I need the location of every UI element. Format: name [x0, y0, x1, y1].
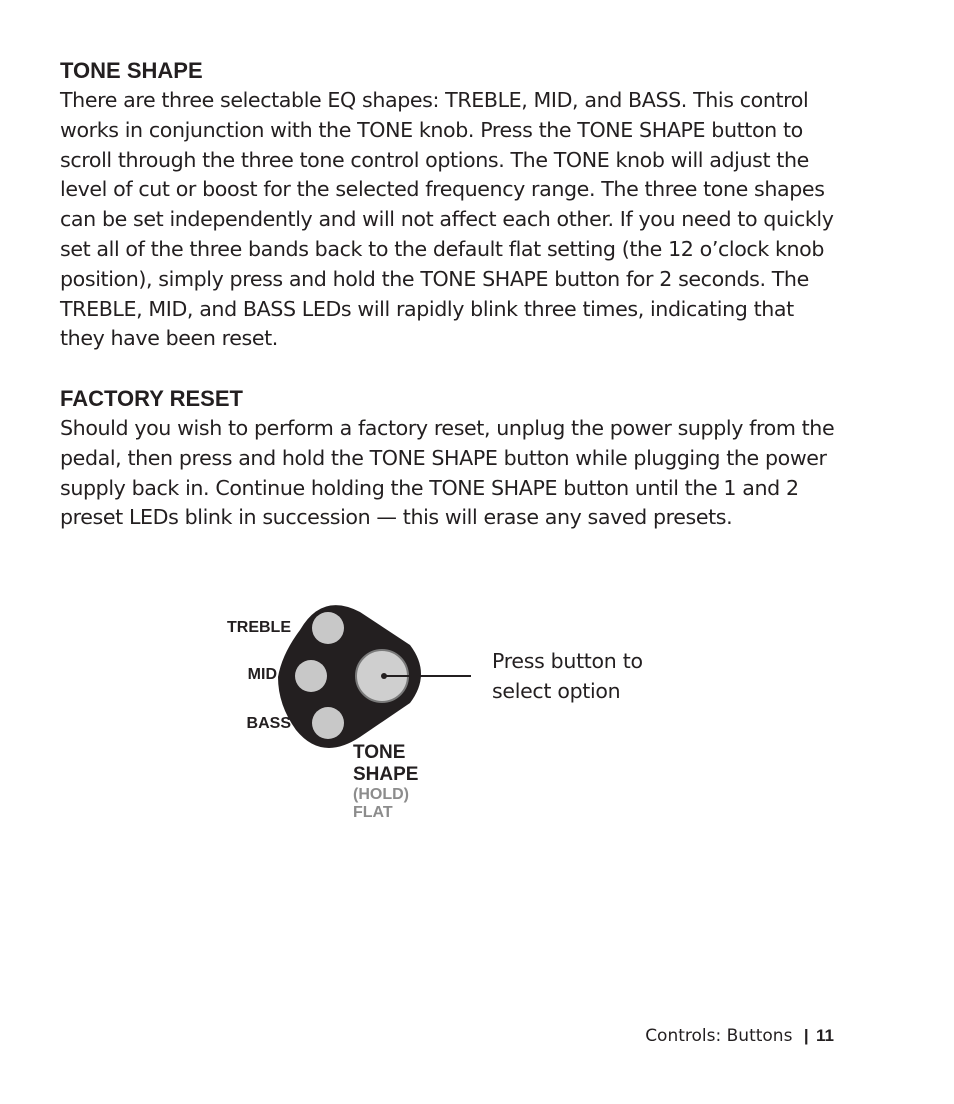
- hold-label-line-1: (HOLD): [353, 786, 409, 803]
- callout-line-1: Press button to: [492, 649, 643, 673]
- factory-reset-heading: FACTORY RESET: [60, 386, 243, 411]
- callout-line-2: select option: [492, 679, 621, 703]
- footer-section-label: Controls: Buttons: [645, 1026, 793, 1046]
- factory-reset-section: [60, 384, 840, 533]
- treble-label: TREBLE: [227, 619, 291, 636]
- bass-label: BASS: [246, 715, 291, 732]
- tone-shape-button-label: [353, 742, 418, 822]
- treble-led-icon: [312, 612, 344, 644]
- page-number: 11: [816, 1026, 834, 1045]
- tone-shape-diagram: [200, 590, 700, 840]
- factory-reset-body: Should you wish to perform a factory reset, unplug the power supply from the pedal, then press and hold the TONE SHAPE button while plugging the power supply back in. Continue holding the TONE SHAPE button until the 1 and 2 preset LEDs blink in succession — this will erase any saved presets.: [60, 416, 835, 530]
- bass-led-icon: [312, 707, 344, 739]
- mid-led-icon: [295, 660, 327, 692]
- tone-shape-heading: TONE SHAPE: [60, 58, 203, 83]
- tone-shape-section: [60, 56, 840, 354]
- button-label-line-2: SHAPE: [353, 764, 419, 785]
- mid-label: MID: [247, 666, 277, 683]
- callout-dot: [381, 673, 387, 679]
- page-footer: [645, 1024, 834, 1048]
- footer-separator: |: [803, 1026, 809, 1045]
- button-label-line-1: TONE: [353, 742, 406, 763]
- hold-label-line-2: FLAT: [353, 804, 393, 821]
- tone-shape-body: There are three selectable EQ shapes: TREBLE, MID, and BASS. This control works in conjunction with the TONE knob. Press the TONE SHAPE button to scroll through the three tone control options. The TONE knob will adjust the level of cut or boost for the selected frequency range. The three tone shapes can be set independently and will not affect each other. If you need to quickly set all of the three bands back to the default flat setting (the 12 o’clock knob position), simply press and hold the TONE SHAPE button for 2 seconds. The TREBLE, MID, and BASS LEDs will rapidly blink three times, indicating that they have been reset.: [60, 88, 834, 351]
- callout-text: [492, 646, 643, 706]
